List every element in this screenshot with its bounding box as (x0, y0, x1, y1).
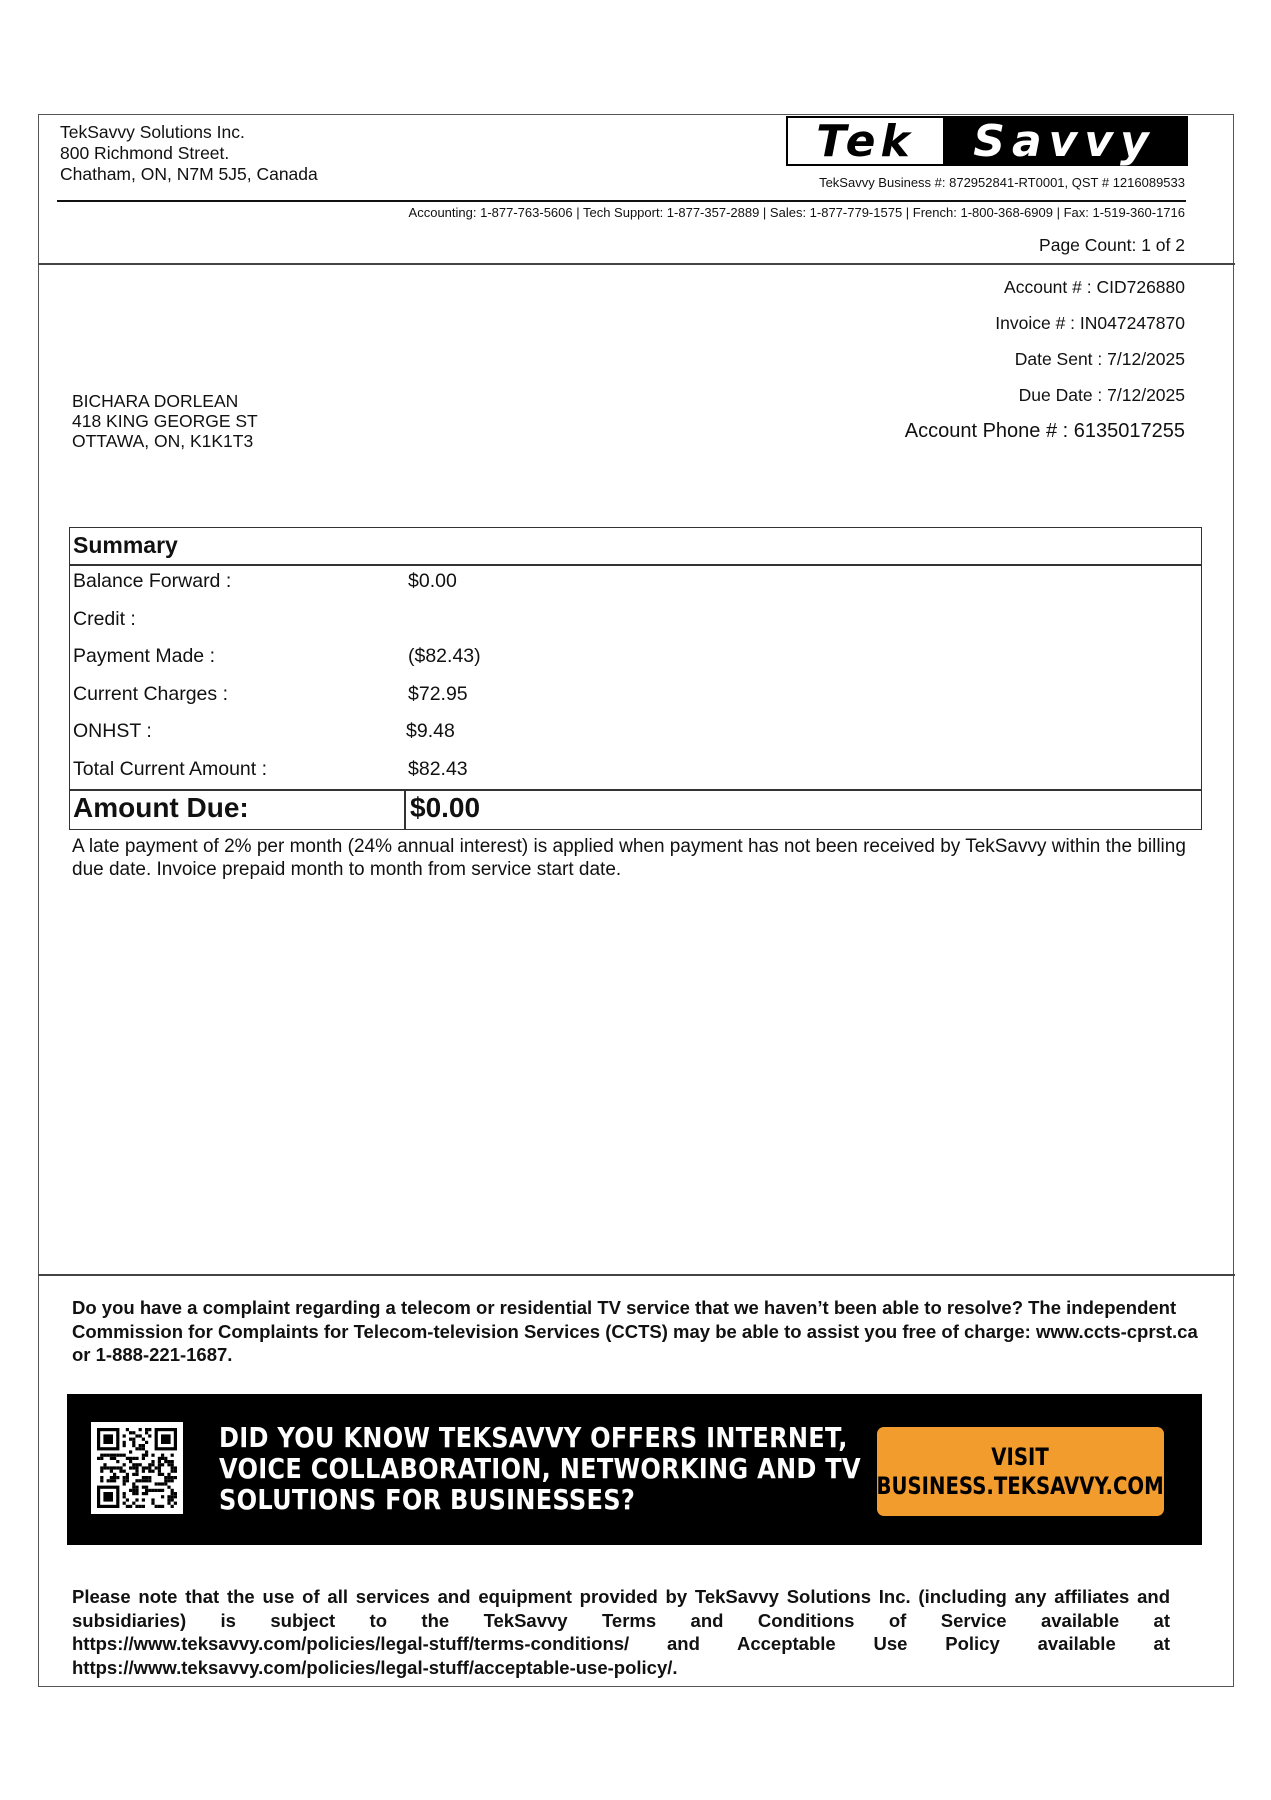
summary-value: ($82.43) (408, 645, 481, 667)
cta-line: BUSINESS.TEKSAVVY.COM (876, 1471, 1165, 1500)
invoice-number: Invoice # : IN047247870 (995, 313, 1185, 333)
amount-due-label: Amount Due: (73, 792, 249, 823)
customer-address (72, 391, 258, 451)
company-street: 800 Richmond Street. (60, 143, 230, 163)
customer-city: OTTAWA, ON, K1K1T3 (72, 431, 254, 451)
account-number: Account # : CID726880 (1004, 277, 1185, 297)
contact-numbers: Accounting: 1-877-763-5606 | Tech Support: 1-877-357-2889 | Sales: 1-877-779-1575 | French: 1-800-368-6909 | Fax: 1-519-360-1716 (408, 205, 1185, 220)
logo-tek: Tek (788, 118, 943, 164)
summary-value: $9.48 (406, 720, 455, 742)
header-divider (38, 263, 1235, 265)
qr-code-icon[interactable] (91, 1422, 183, 1514)
account-phone: Account Phone # : 6135017255 (904, 420, 1185, 442)
terms-note: Please note that the use of all services and equipment provided by TekSavvy Solutions Inc. (including any affiliates and subsidiaries) is subject to the TekSavvy Terms and Conditions of Service available at https://www.teksavvy.com/policies/legal-stuff/terms-conditions/ and Acceptable Use Policy available at https://www.teksavvy.com/policies/legal-stuff/acceptable-use-policy/. (72, 1586, 1170, 1678)
amount-due-divider (70, 789, 1201, 791)
teksavvy-logo (786, 116, 1188, 166)
header-rule (57, 200, 1186, 202)
summary-label: ONHST : (73, 720, 152, 742)
promo-line: DID YOU KNOW TEKSAVVY OFFERS INTERNET, (219, 1421, 848, 1454)
amount-due-column-divider (404, 789, 406, 829)
summary-label: Credit : (73, 608, 136, 630)
summary-value: $0.00 (408, 570, 457, 592)
summary-value: $82.43 (408, 758, 468, 780)
date-sent: Date Sent : 7/12/2025 (1014, 349, 1185, 369)
cta-line: VISIT (991, 1442, 1050, 1471)
promo-line: SOLUTIONS FOR BUSINESSES? (219, 1483, 636, 1516)
company-city: Chatham, ON, N7M 5J5, Canada (60, 164, 318, 184)
summary-label: Current Charges : (73, 683, 228, 705)
summary-header-divider (70, 564, 1201, 566)
summary-label: Payment Made : (73, 645, 215, 667)
ccts-note: Do you have a complaint regarding a telecom or residential TV service that we haven’t been able to resolve? The independent Commission for Complaints for Telecom-television Services (CCTS) may be able to assist you free of charge: www.ccts-cprst.ca or 1-888-221-1687. (72, 1297, 1198, 1365)
company-address (60, 122, 318, 185)
promo-headline (219, 1422, 861, 1515)
business-numbers: TekSavvy Business #: 872952841-RT0001, QST # 1216089533 (819, 175, 1185, 190)
customer-name: BICHARA DORLEAN (72, 391, 239, 411)
company-name: TekSavvy Solutions Inc. (60, 122, 245, 142)
visit-business-button[interactable] (877, 1427, 1164, 1516)
late-payment-note: A late payment of 2% per month (24% annual interest) is applied when payment has not been received by TekSavvy within the billing due date. Invoice prepaid month to month from service start date. (72, 836, 1186, 880)
summary-value: $72.95 (408, 683, 468, 705)
customer-street: 418 KING GEORGE ST (72, 411, 258, 431)
logo-savvy: Savvy (943, 118, 1186, 164)
summary-label: Balance Forward : (73, 570, 232, 592)
summary-table (69, 527, 1202, 830)
page-count: Page Count: 1 of 2 (1039, 235, 1185, 255)
footer-divider (38, 1274, 1235, 1276)
summary-title: Summary (73, 532, 178, 558)
summary-label: Total Current Amount : (73, 758, 268, 780)
promo-line: VOICE COLLABORATION, NETWORKING AND TV (219, 1452, 861, 1485)
amount-due-value: $0.00 (410, 792, 481, 823)
due-date: Due Date : 7/12/2025 (1018, 385, 1185, 405)
business-promo-banner (67, 1394, 1202, 1545)
